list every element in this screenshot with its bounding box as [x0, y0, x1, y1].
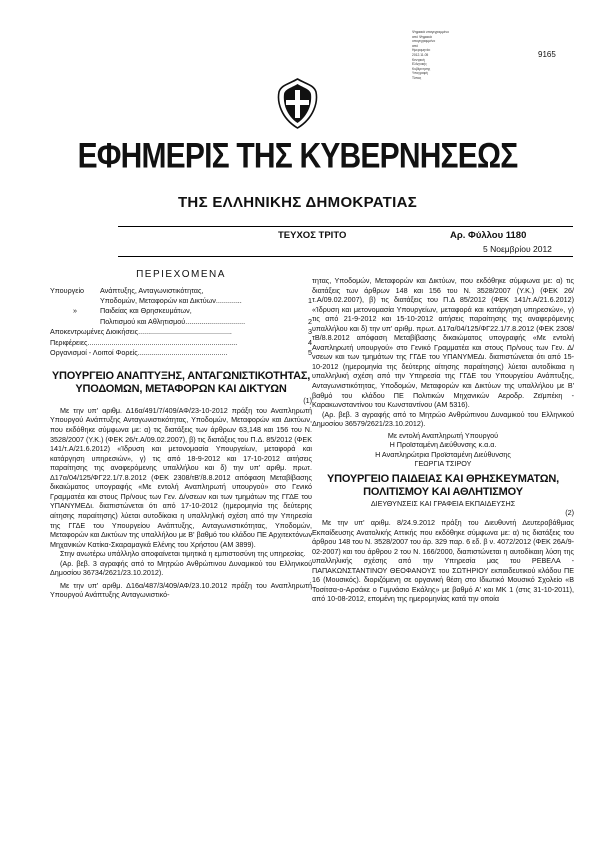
gazette-subtitle: ΤΗΣ ΕΛΛΗΝΙΚΗΣ ΔΗΜΟΚΡΑΤΙΑΣ	[177, 194, 418, 211]
toc-label: Υποδομών, Μεταφορών και Δικτύων.............	[100, 295, 242, 305]
gazette-title: ΕΦΗΜΕΡΙΣ ΤΗΣ ΚΥΒΕΡΝΗΣΕΩΣ	[77, 136, 518, 176]
toc-page: 3	[308, 327, 312, 337]
stamp-line: Κυβέρνησης	[412, 66, 431, 71]
signature-line: Η Προϊσταμένη Διεύθυνσης κ.α.α.	[389, 440, 497, 450]
ministry-heading: ΥΠΟΥΡΓΕΙΟ ΑΝΑΠΤΥΞΗΣ, ΑΝΤΑΓΩΝΙΣΤΙΚΟΤΗΤΑΣ, ΥΠΟΔΟΜΩΝ, ΜΕΤΑΦΟΡΩΝ ΚΑΙ ΔΙΚΤΥΩΝ	[51, 370, 311, 396]
signatory-name: ΓΕΩΡΓΙΑ ΤΣΙΡΟΥ	[414, 459, 472, 469]
toc-entity: Αποκεντρωμένες Διοικήσεις	[50, 327, 139, 337]
toc-entity: Υπουργείο	[50, 285, 85, 295]
right-column	[312, 276, 574, 604]
toc-page: 1	[308, 295, 312, 305]
toc-entity	[50, 317, 100, 327]
decision-paragraph: τητας, Υποδομών, Μεταφορών και Δικτύων, που εκδόθηκε σύμφωνα με: α) τις διατάξεις των άρθρων 148 και 156 του Ν. 3528/2007 (Υ.Κ.) (ΦΕΚ 26/τ.Α/09.02.2007), β) τις διατάξεις του Π.Δ 85/2012 (ΦΕΚ 141/τ.Α/21.6.2012) «Ίδρυση και μετονομασία Υπουργείων, μεταφορά και κατάργηση υπηρεσιών», γ) τις από 21-9-2012 και 15-10-2012 αιτήσεις παραίτησης της αναφερόμενης υπαλλήλου και δ) την υπ' αριθμ. πρωτ. Δ17α/04/125/ΦΓ22.1/7.8.2012 (ΦΕΚ 2308/τΒ/8.8.2012 απόφαση Μεταβίβασης δικαιώματος υπογραφής «Με εντολή Αναπληρωτή υπουργού» στο Γενικό Γραμματέα και στους Πρ/νους των Γεν. Δ/νσεων και των τμημάτων της ΓΓΔΕ του ΥΠΑΝΥΜΕΔι. διαπιστώνεται ότι από 15-10-2012 (ημερομηνία της δεύτερης αίτησης παραίτησης) λύεται αυτοδίκαια η υπαλληλική σχέση από την Υπηρεσία της ΓΓΔΕ του Υπουργείου Ανάπτυξης, Ανταγωνιστικότητας, Υποδομών, Μεταφορών και Δικτύων της υπαλλήλου με Β' βαθμό του κλάδου ΠΕ Πολιτικών Μηχανικών Αεροδρ. Ζεϊμπέκη - Καρακωνσταντίνου του Κωνσταντίνου (ΑΜ 5316).	[312, 276, 574, 410]
decision-number: (2)	[565, 508, 574, 518]
toc-page	[304, 306, 312, 316]
registry-note: (Αρ. βεβ. 3 αγραφής από το Μητρώο Ανθρώπινου Δυναμικού του Ελληνικού Δημοσίου 36734/2621/23.10.2012).	[50, 558, 312, 578]
ministry-heading: ΥΠΟΥΡΓΕΙΟ ΠΑΙΔΕΙΑΣ ΚΑΙ ΘΡΗΣΚΕΥΜΑΤΩΝ, ΠΟΛΙΤΙΣΜΟΥ ΚΑΙ ΑΘΛΗΤΙΣΜΟΥ	[326, 472, 560, 498]
signature-line: Η Αναπληρώτρια Προϊσταμένη Διεύθυνσης	[375, 449, 511, 459]
toc-label: Πολιτισμού και Αθλητισμού..............................	[100, 316, 246, 326]
toc-label: ...............................................	[138, 327, 232, 337]
stamp-line: Τύπος	[412, 75, 422, 80]
toc-row	[50, 286, 312, 296]
toc-title: ΠΕΡΙΕΧΟΜΕΝΑ	[136, 269, 226, 280]
sheet-number: Αρ. Φύλλου 1180	[450, 230, 527, 241]
decision-paragraph: Με την υπ' αριθμ. Δ16α/491/7/409/ΑΦ/23-10-2012 πράξη του Αναπληρωτή Υπουργού Ανάπτυξης Ανταγωνιστικότητας, Υποδομών, Μεταφορών και Δικτύων, που εκδόθηκε σύμφωνα με: α) τις διατάξεις των άρθρων 63,148 και 156 του Ν. 3528/2007 (Υ.Κ.) (ΦΕΚ 26/τ.Α/09.02.2007), β) τις διατάξεις του Π.Δ. 85/2012 (ΦΕΚ 141/τ.Α/21.6.2012) «Ίδρυση και μετονομασία Υπουργείων, μεταφορά και κατάργηση υπηρεσιών», γ) τις από 18-9-2012 και 17-10-2012 αιτήσεις παραίτησης της αναφερόμενης υπαλλήλου και δ) την υπ' αριθμ. πρωτ. Δ17α/04/125/ΦΓ22.1/7.8.2012 (ΦΕΚ 2308/τΒ'/8.8.2012 απόφαση Μεταβίβασης δικαιώματος υπογραφής «Με εντολή Αναπληρωτή υπουργού» στο Γενικό Γραμματέα και στους Πρ/νους των Γεν. Δ/νσεων και των τμημάτων της ΓΓΔΕ του ΥΠΑΝΥΜΕΔι. διαπιστώνεται ότι από 17-10-2012 (ημερομηνία της δεύτερης αίτησης παραίτησης) λύεται αυτοδίκαια η υπαλληλική σχέση από την Υπηρεσία της ΓΓΔΕ του Υπουργείου Ανάπτυξης, Ανταγωνιστικότητας, Υποδομών, Μεταφορών και Δικτύων της υπαλλήλου με Β' βαθμό του κλάδου ΠΕ Αρχιτεκτόνων Μηχανικών Κατίκα-Σκαραμαγκά Ελένης του Χρήστου (ΑΜ 3899).	[50, 405, 312, 549]
toc-entity: Περιφέρειες	[50, 337, 88, 347]
header-rule	[118, 226, 573, 227]
decision-number: (1)	[303, 396, 312, 406]
toc-entity	[50, 296, 100, 306]
issue-series: ΤΕΥΧΟΣ ΤΡΙΤΟ	[278, 230, 347, 241]
registry-note: (Αρ. βεβ. 3 αγραφής από το Μητρώο Ανθρώπινου Δυναμικού του Ελληνικού Δημοσίου 36579/2621/23.10.2012).	[312, 409, 574, 429]
digital-signature-stamp	[412, 30, 474, 81]
issue-date: 5 Νοεμβρίου 2012	[483, 244, 552, 254]
toc-row	[50, 296, 312, 306]
stamp-line: υπογεγραμμένο	[412, 39, 436, 44]
toc-label: Παιδείας και Θρησκευμάτων,	[100, 306, 192, 316]
toc-page	[304, 286, 312, 296]
toc-label: Ανάπτυξης, Ανταγωνιστικότητας,	[100, 285, 204, 295]
decision-paragraph: Με την υπ' αριθμ. Δ16α/487/3/409/ΑΦ/23.10.2012 πράξη του Αναπληρωτή Υπουργού Ανάπτυξης Ανταγωνιστικό-	[50, 580, 312, 600]
greek-coat-of-arms-icon	[275, 78, 320, 130]
toc-page: 2	[308, 316, 312, 326]
stamp-line: Ελληνικής	[412, 62, 427, 67]
toc-page: 5	[308, 347, 312, 357]
stamp-line: Κεντρική	[412, 57, 425, 62]
stamp-line: Ημερομηνία:	[412, 48, 431, 53]
toc-row	[50, 348, 312, 358]
decision-paragraph: Με την υπ' αριθμ. 8/24.9.2012 πράξη του Διευθυντή Δευτεροβάθμιας Εκπαίδευσης Ανατολικής Αττικής που εκδόθηκε σύμφωνα με: α) τις διατάξεις του άρθρου 148 του Ν. 3528/2007 του άρ. 329 παρ. 6 εδ. β ν. 4072/2012 (ΦΕΚ 26Α/9-02-2007) και του άρθρου 2 του Ν. 166/2000, διαπιστώνεται η αυτοδίκαιη λύση της υπαλληλικής σχέσης από την Υπηρεσία μας του ΡΕΒΕΛΑ - ΠΑΠΑΚΩΝΣΤΑΝΤΙΝΟΥ ΘΕΟΦΑΝΟΥΣ του ΣΩΤΗΡΙΟΥ εκπαιδευτικού κλάδου ΠΕ 16 (Μουσικός). διοριζόμενη σε οργανική θέση στο Ιδιωτικό Μουσικό Σχολείο «Β Τοσίτσα-ο-Αρσάκε ο Γυμνάσιο Εκάλης» με βαθμό Α' και ΜΚ 1 (στις 31-10-2011), από 10-08-2012, επομένη της ημερομηνίας κατά την οποία	[312, 518, 574, 604]
stamp-line: Ψηφιακά υπογεγραμμένο	[412, 30, 449, 34]
toc-entity: Οργανισμοί - Λοιποί Φορείς	[50, 347, 138, 357]
toc-label: .............................................	[137, 347, 228, 357]
decision-paragraph: Στην ανωτέρω υπάλληλο αποφαίνεται τιμητικά η εμπιστοσύνη της υπηρεσίας.	[60, 549, 306, 559]
toc-row	[50, 327, 312, 337]
toc-row	[50, 338, 312, 348]
stamp-line: 2012.11.05	[412, 52, 429, 57]
toc-page: 4	[308, 337, 312, 347]
signature-line: Με εντολή Αναπληρωτή Υπουργού	[387, 430, 499, 440]
left-column	[50, 262, 312, 600]
page-number: 9165	[538, 50, 556, 59]
header-rule	[118, 256, 573, 257]
stamp-line: από	[412, 43, 419, 48]
toc-row	[50, 317, 312, 327]
stamp-line: Υπογραφή	[412, 71, 428, 76]
toc-entity: »	[73, 306, 77, 316]
toc-row	[50, 306, 312, 316]
stamp-line: από Ψηφιακά	[412, 34, 432, 39]
toc-label: ...........................................................................	[87, 337, 238, 347]
section-subheading: ΔΙΕΥΘΥΝΣΕΙΣ ΚΑΙ ΓΡΑΦΕΙΑ ΕΚΠΑΙΔΕΥΣΗΣ	[370, 498, 516, 508]
